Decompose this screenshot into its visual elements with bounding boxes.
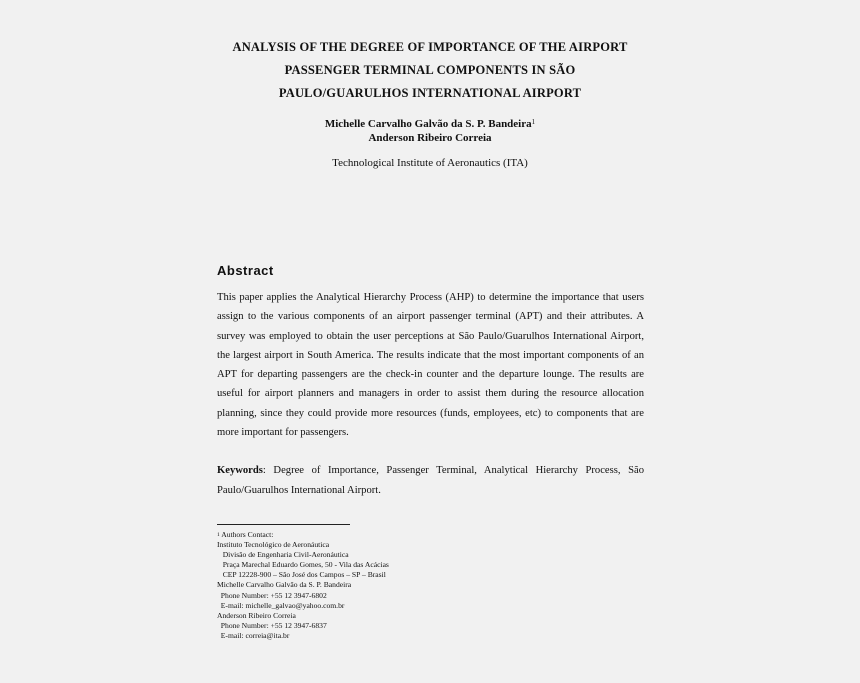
keywords-label: Keywords xyxy=(217,465,263,476)
title-line: PAULO/GUARULHOS INTERNATIONAL AIRPORT xyxy=(278,86,582,100)
footnote-marker: 1 xyxy=(531,118,536,126)
footnote-line: Praça Marechal Eduardo Gomes, 50 - Vila das Acácias xyxy=(217,560,389,570)
author-list xyxy=(230,117,630,145)
footnote-divider xyxy=(217,524,350,525)
footnote-line: Michelle Carvalho Galvão da S. P. Bandeira xyxy=(217,580,352,590)
paper-title xyxy=(150,36,710,105)
author-first-line xyxy=(230,117,630,131)
footnote xyxy=(217,530,537,641)
footnote-text: Authors Contact: xyxy=(219,530,274,539)
keywords-text: : Degree of Importance, Passenger Terminal, Analytical Hierarchy Process, São Paulo/Guarulhos International Airport. xyxy=(217,465,644,496)
footnote-marker: 1 xyxy=(217,532,220,538)
abstract-heading: Abstract xyxy=(217,263,274,278)
footnote-line: Phone Number: +55 12 3947-6802 xyxy=(217,590,327,600)
title-line: PASSENGER TERMINAL COMPONENTS IN SÃO xyxy=(284,63,576,77)
footnote-line: E-mail: correia@ita.br xyxy=(217,630,290,640)
author-name: Michelle Carvalho Galvão da S. P. Bandeira xyxy=(324,118,532,130)
footnote-line xyxy=(217,530,537,540)
title-line: ANALYSIS OF THE DEGREE OF IMPORTANCE OF THE AIRPORT xyxy=(232,40,628,54)
author-name: Anderson Ribeiro Correia xyxy=(368,132,492,144)
affiliation: Technological Institute of Aeronautics (ITA) xyxy=(332,157,528,169)
footnote-line: Divisão de Engenharia Civil-Aeronáutica xyxy=(217,550,349,560)
footnote-line: E-mail: michelle_galvao@yahoo.com.br xyxy=(217,600,345,610)
abstract-body: This paper applies the Analytical Hierarchy Process (AHP) to determine the importance that users assign to the various components of an airport passenger terminal (APT) and their attributes. A survey was employed to obtain the user perceptions at São Paulo/Guarulhos International Airport, the largest airport in South America. The results indicate that the most important components of an APT for departing passengers are the check-in counter and the departure lounge. The results are useful for airport planners and managers in order to assist them during the resource allocation planning, since they could provide more resources (funds, employees, etc) to components that are more important for passengers. xyxy=(217,292,644,439)
footnote-line: Instituto Tecnológico de Aeronáutica xyxy=(217,540,330,550)
footnote-line: CEP 12228-900 – São José dos Campos – SP – Brasil xyxy=(217,570,386,580)
footnote-line: Phone Number: +55 12 3947-6837 xyxy=(217,620,327,630)
keywords-paragraph xyxy=(217,461,644,500)
footnote-line: Anderson Ribeiro Correia xyxy=(217,610,296,620)
